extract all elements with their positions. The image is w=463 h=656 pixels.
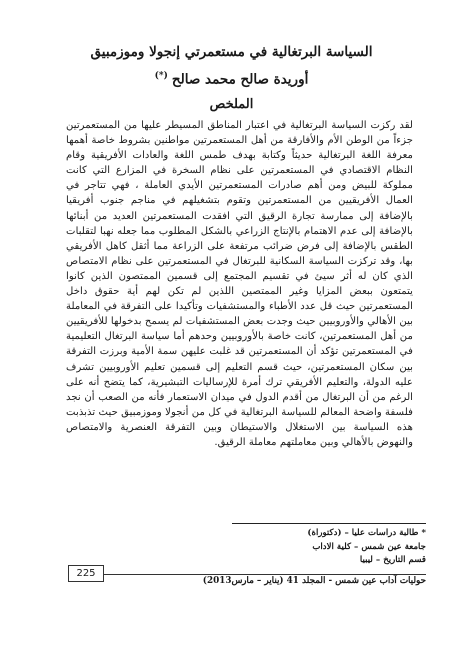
author-name: أوريدة صالح محمد صالح	[171, 71, 309, 88]
footnote-line: جامعة عين شمس – كلية الاداب	[312, 541, 426, 552]
author-line	[40, 71, 423, 88]
footnote-line: قسم التاريخ – ليبيا	[359, 555, 426, 565]
footnote-divider	[232, 523, 426, 524]
footnote-line: * طالبة دراسات عليا – (دكتوراة)	[307, 528, 426, 538]
author-footnote-mark: (*)	[154, 71, 168, 81]
footnotes	[232, 527, 426, 568]
abstract-heading: الملخص	[209, 97, 254, 112]
page-number: 225	[68, 565, 104, 582]
footer-divider	[104, 574, 426, 575]
journal-citation: حوليات آداب عين شمس - المجلد 41 (يناير – مارس2013)	[202, 576, 426, 586]
paper-title: السياسة البرتغالية في مستعمرتي إنجولا وموزمبيق	[90, 44, 373, 60]
abstract-body: لقد ركزت السياسة البرتغالية في اعتبار المناطق المسيطر عليها من المستعمرتين جزءاً من الوطن الأم والأفارقة من أهل المستعمرتين مواطنين بشروط خاصة أهمها معرفة اللغة البرتغالية حديثاً وكتابة بهدف طمس اللغة والعادات الأفريقية وقام النظام الاقتصادي في المستعمرتين على نظام السخرة في المزارع التي كانت مملوكة للبيض ومن أهم صادرات المستعمرتين الأيدي العاملة ، فهي تتاجر في العمال الأفريقيين من المستعمرتين وتقوم بتشغيلهم في مناجم جنوب أفريقيا بالإضافة إلى ممارسة تجارة الرقيق التي افقدت المستعمرتين العديد من أبنائها بالإضافة إلى عدم الاهتمام بالإنتاج الزراعي بالشكل المطلوب مما جعله نهبا لتقلبات الطقس بالإضافة إلى فرض ضرائب مرتفعة على الزراعة مما أثقل كاهل الأفريقي بها، وقد تركزت السياسة السكانية للبرتغال في المستعمرتين على نظام الامتصاص الذي كان له أثر سيئ في تقسيم المجتمع إلى قسمين الممتصون الذين كانوا يتمتعون ببعض المزايا وغير الممتصين اللذين لم تكن لهم أية حقوق داخل المستعمرتين حيث قل عدد الأطباء والمستشفيات وتأكيدا على التفرقة في المعاملة بين الأهالي والأوروبيين حيث وجدت بعض المستشفيات لم يسمح بدخولها للأفريقيين من أهل المستعمرتين، كانت خاصة بالأوروبيين وحدهم أما سياسة البرتغال التعليمية في المستعمرتين تؤكد أن المستعمرتين قد غلبت عليهن سمة الأمية وبرزت التفرقة بين سكان المستعمرتين، حيث قسم التعليم إلى قسمين تعليم الأوروبيين تشرف عليه الدولة، والتعليم الأفريقي ترك أمرة للإرساليات التبشيرية، كما يتضح أنه على الرغم من أن البرتغال من أقدم الدول في ميدان الاستعمار فأنه من الصعب أن نجد فلسفة واضحة المعالم للسياسة البرتغالية في كل من أنجولا وموزمبيق حيث تذبذبت هذه السياسة بين الاستغلال والاستيطان وبين التفرقة العنصرية والامتصاص والنهوض بالأهالي وبين معاملتهم معاملة الرقيق.	[66, 120, 413, 448]
